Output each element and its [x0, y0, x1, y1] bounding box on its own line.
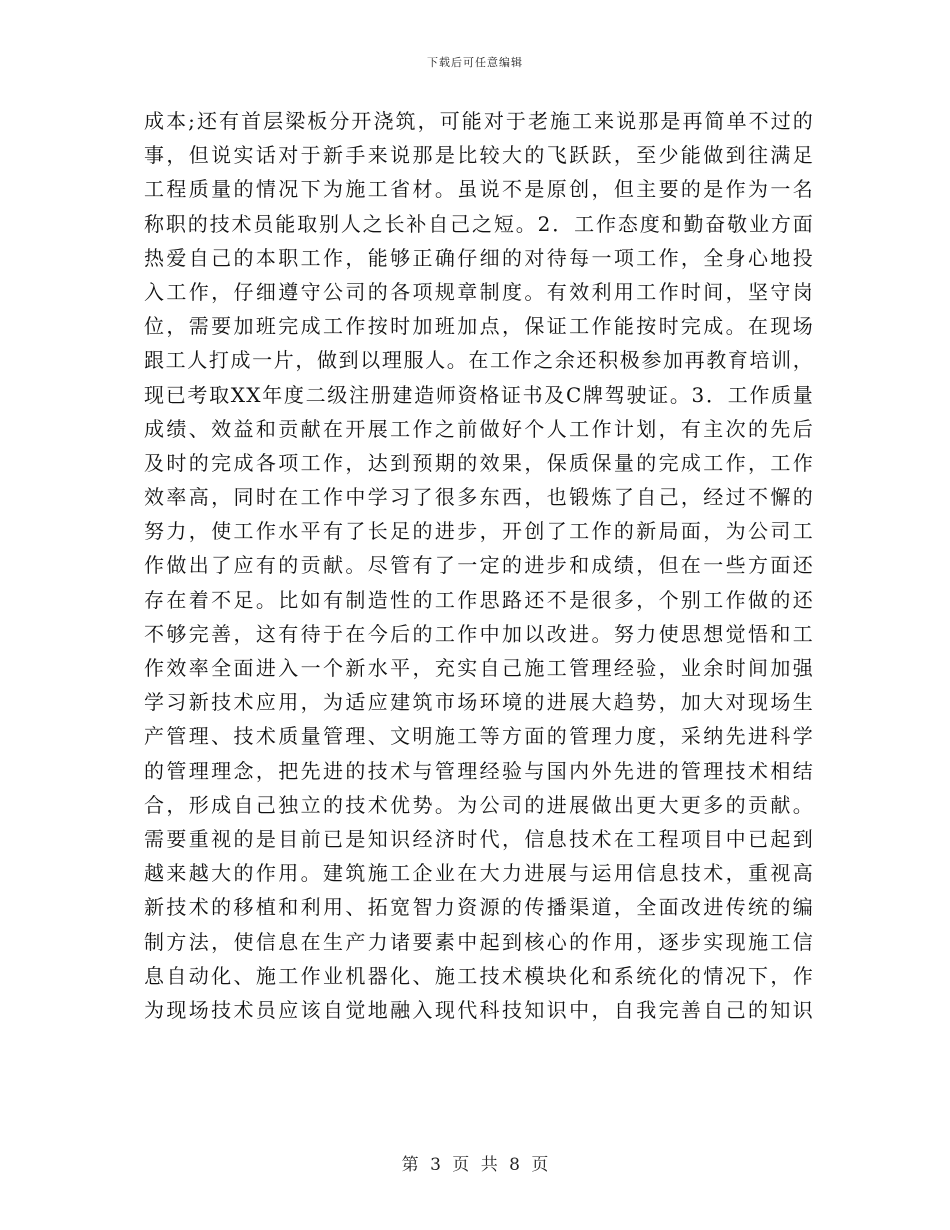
body-line: 入工作，仔细遵守公司的各项规章制度。有效利用工作时间，坚守岗	[144, 279, 814, 304]
body-line: 学习新技术应用，为适应建筑市场环境的进展大趋势，加大对现场生	[144, 690, 814, 715]
body-line: 称职的技术员能取别人之长补自己之短。2．工作态度和勤奋敬业方面	[144, 211, 814, 236]
body-line: 成本;还有首层梁板分开浇筑，可能对于老施工来说那是再简单不过的	[144, 109, 814, 133]
body-line: 作效率全面进入一个新水平，充实自己施工管理经验，业余时间加强	[144, 656, 814, 680]
body-line: 息自动化、施工作业机器化、施工技术模块化和系统化的情况下，作	[144, 963, 814, 988]
body-line: 及时的完成各项工作，达到预期的效果，保质保量的完成工作，工作	[144, 450, 814, 475]
header-note: 下载后可任意编辑	[427, 56, 523, 69]
body-line: 的管理理念，把先进的技术与管理经验与国内外先进的管理技术相结	[144, 758, 814, 783]
body-line: 事，但说实话对于新手来说那是比较大的飞跃跃，至少能做到往满足	[144, 143, 814, 168]
body-line: 需要重视的是目前已是知识经济时代，信息技术在工程项目中已起到	[144, 826, 814, 851]
body-line: 位，需要加班完成工作按时加班加点，保证工作能按时完成。在现场	[144, 314, 814, 339]
body-line: 存在着不足。比如有制造性的工作思路还不是很多，个别工作做的还	[144, 587, 814, 612]
body-line: 合，形成自己独立的技术优势。为公司的进展做出更大更多的贡献。	[144, 792, 814, 817]
body-line: 新技术的移植和利用、拓宽智力资源的传播渠道，全面改进传统的编	[144, 895, 814, 920]
body-line: 越来越大的作用。建筑施工企业在大力进展与运用信息技术，重视高	[144, 861, 814, 886]
body-line: 不够完善，这有待于在今后的工作中加以改进。努力使思想觉悟和工	[144, 621, 814, 646]
body-line: 产管理、技术质量管理、文明施工等方面的管理力度，采纳先进科学	[144, 724, 814, 749]
body-line: 现已考取XX年度二级注册建造师资格证书及C牌驾驶证。3．工作质量	[144, 382, 814, 407]
body-line: 热爱自己的本职工作，能够正确仔细的对待每一项工作，全身心地投	[144, 245, 814, 270]
body-line: 作做出了应有的贡献。尽管有了一定的进步和成绩，但在一些方面还	[144, 553, 814, 578]
body-line: 制方法，使信息在生产力诸要素中起到核心的作用，逐步实现施工信	[144, 929, 814, 954]
body-line: 工程质量的情况下为施工省材。虽说不是原创，但主要的是作为一名	[144, 177, 814, 202]
body-line: 跟工人打成一片，做到以理服人。在工作之余还积极参加再教育培训，	[144, 348, 814, 373]
body-text	[144, 104, 814, 1027]
body-line: 努力，使工作水平有了长足的进步，开创了工作的新局面，为公司工	[144, 519, 814, 544]
body-line: 为现场技术员应该自觉地融入现代科技知识中，自我完善自己的知识	[144, 997, 814, 1022]
body-line: 成绩、效益和贡献在开展工作之前做好个人工作计划，有主次的先后	[144, 416, 814, 441]
page-footer: 第 3 页 共 8 页	[401, 1155, 549, 1175]
body-line: 效率高，同时在工作中学习了很多东西，也锻炼了自己，经过不懈的	[144, 485, 814, 510]
